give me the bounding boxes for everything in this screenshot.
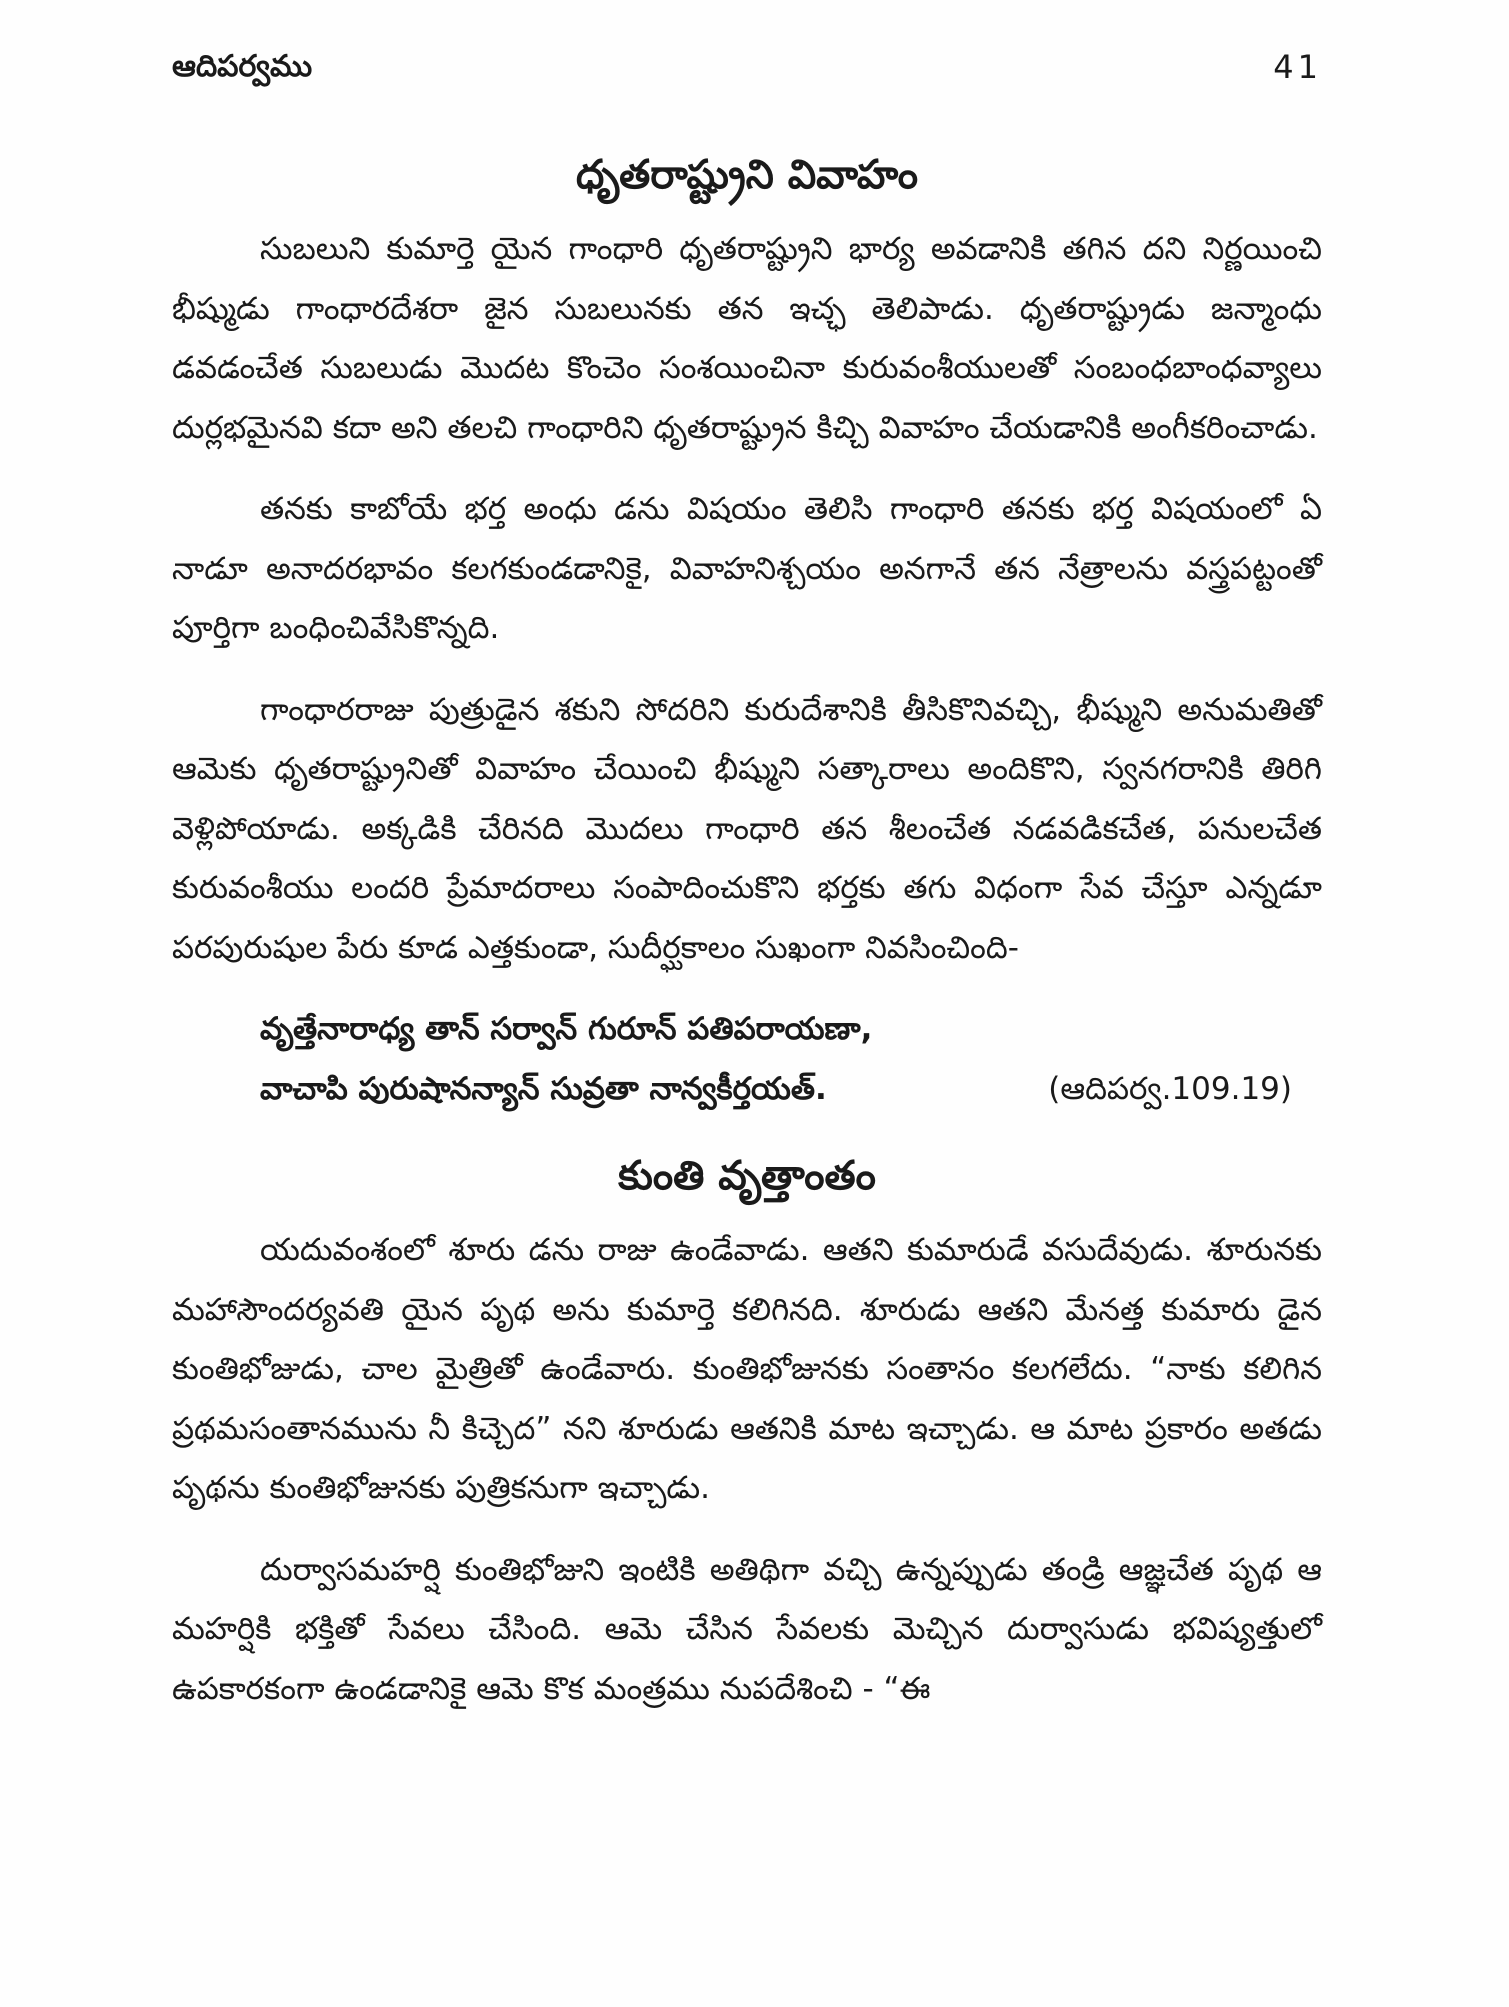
- section-heading-kunti-story: కుంతి వృత్తాంతం: [618, 1153, 876, 1199]
- verse-line-1: వృత్తేనారాధ్య తాన్ సర్వాన్ గురూన్ పతిపరాయణా,: [260, 1011, 873, 1047]
- running-header: [172, 42, 1322, 92]
- page-number: 41: [1273, 48, 1322, 86]
- page-body: [172, 140, 1322, 1741]
- book-title: ఆదిపర్వము: [172, 49, 313, 84]
- sanskrit-verse: [172, 1000, 1322, 1119]
- verse-line-2: వాచాపి పురుషానన్యాన్ సువ్రతా నాన్వకీర్తయత్.: [260, 1070, 827, 1107]
- paragraph: సుబలుని కుమార్తె యైన గాంధారి ధృతరాష్ట్రుని భార్య అవడానికి తగిన దని నిర్ణయించి భీష్ముడు గాంధారదేశరా జైన సుబలునకు తన ఇచ్ఛ తెలిపాడు. ధృతరాష్ట్రుడు జన్మాంధు డవడంచేత సుబలుడు మొదట కొంచెం సంశయించినా కురువంశీయులతో సంబంధబాంధవ్యాలు దుర్లభమైనవి కదా అని తలచి గాంధారిని ధృతరాష్ట్రున కిచ్చి వివాహం చేయడానికి అంగీకరించాడు.: [172, 231, 1322, 446]
- paragraph: యదువంశంలో శూరు డను రాజు ఉండేవాడు. ఆతని కుమారుడే వసుదేవుడు. శూరునకు మహాసౌందర్యవతి యైన పృథ అను కుమార్తె కలిగినది. శూరుడు ఆతని మేనత్త కుమారు డైన కుంతిభోజుడు, చాల మైత్రితో ఉండేవారు. కుంతిభోజునకు సంతానం కలగలేదు. “నాకు కలిగిన ప్రథమసంతానమును నీ కిచ్చెద” నని శూరుడు ఆతనికి మాట ఇచ్చాడు. ఆ మాట ప్రకారం అతడు పృథను కుంతిభోజునకు పుత్రికనుగా ఇచ్చాడు.: [172, 1232, 1322, 1506]
- paragraph: దుర్వాసమహర్షి కుంతిభోజుని ఇంటికి అతిథిగా వచ్చి ఉన్నప్పుడు తండ్రి ఆజ్ఞచేత పృథ ఆ మహర్షికి భక్తితో సేవలు చేసింది. ఆమె చేసిన సేవలకు మెచ్చిన దుర్వాసుడు భవిష్యత్తులో ఉపకారకంగా ఉండడానికై ఆమె కొక మంత్రము నుపదేశించి - “ఈ: [172, 1551, 1322, 1707]
- section-heading-dhritarashtra-marriage: ధృతరాష్ట్రుని వివాహం: [576, 152, 918, 198]
- paragraph: గాంధారరాజు పుత్రుడైన శకుని సోదరిని కురుదేశానికి తీసికొనివచ్చి, భీష్ముని అనుమతితో ఆమెకు ధృతరాష్ట్రునితో వివాహం చేయించి భీష్ముని సత్కారాలు అందికొని, స్వనగరానికి తిరిగి వెళ్లిపోయాడు. అక్కడికి చేరినది మొదలు గాంధారి తన శీలంచేత నడవడికచేత, పనులచేత కురువంశీయు లందరి ప్రేమాదరాలు సంపాదించుకొని భర్తకు తగు విధంగా సేవ చేస్తూ ఎన్నడూ పరపురుషుల పేరు కూడ ఎత్తకుండా, సుదీర్ఘకాలం సుఖంగా నివసించింది-: [172, 691, 1322, 966]
- paragraph: తనకు కాబోయే భర్త అంధు డను విషయం తెలిసి గాంధారి తనకు భర్త విషయంలో ఏ నాడూ అనాదరభావం కలగకుండడానికై, వివాహనిశ్చయం అనగానే తన నేత్రాలను వస్త్రపట్టంతో పూర్తిగా బంధించివేసికొన్నది.: [172, 491, 1322, 646]
- verse-reference: (ఆదిపర్వ.109.19): [1048, 1070, 1292, 1107]
